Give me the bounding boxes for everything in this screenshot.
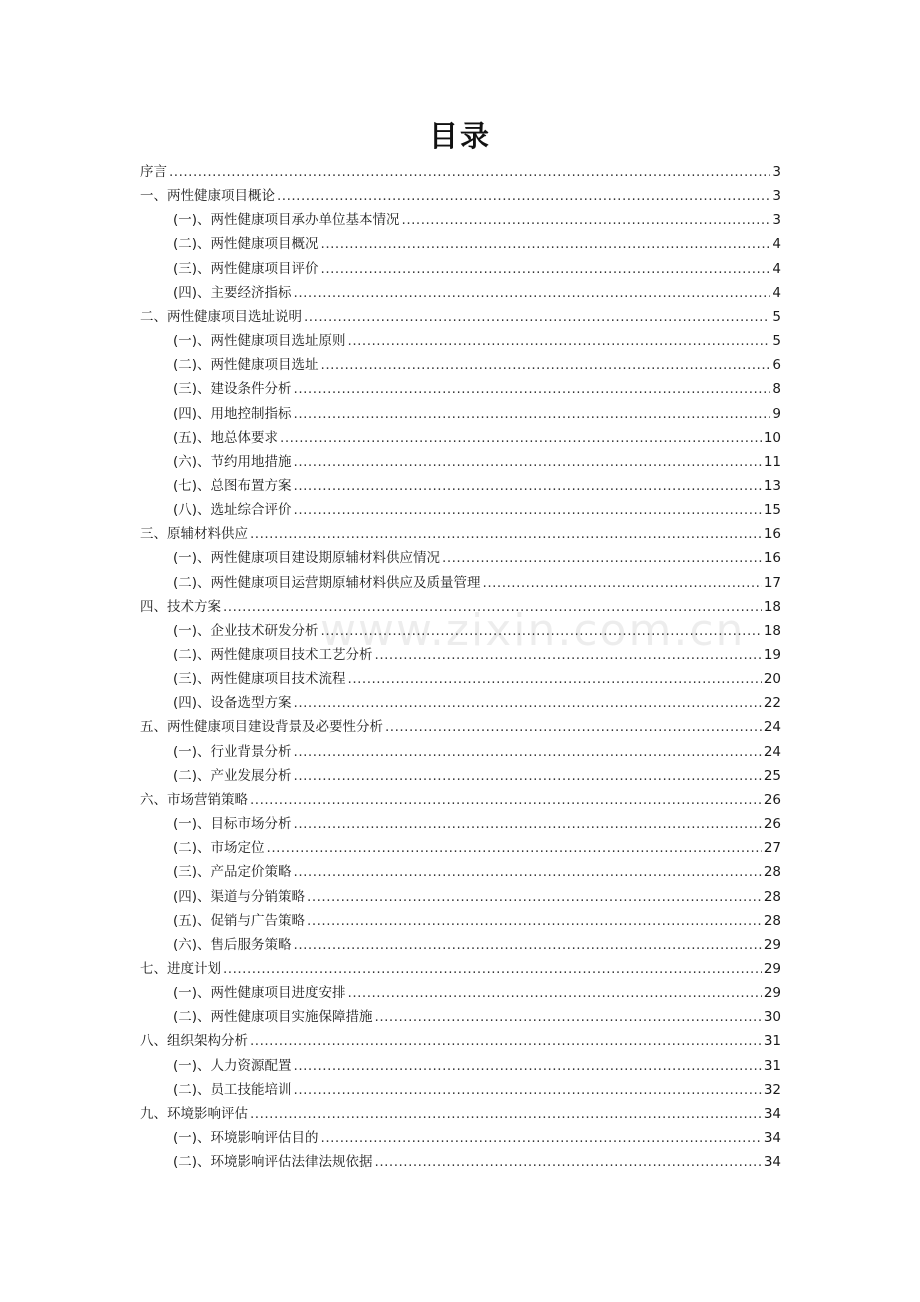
toc-entry-label: (六)、节约用地措施 bbox=[173, 453, 292, 470]
toc-entry-label: (二)、两性健康项目运营期原辅材料供应及质量管理 bbox=[173, 574, 481, 591]
dot-leader bbox=[294, 499, 762, 521]
toc-entry-label: 九、环境影响评估 bbox=[140, 1105, 248, 1122]
toc-entry[interactable] bbox=[173, 644, 781, 666]
dot-leader bbox=[483, 572, 762, 594]
toc-entry-label: 序言 bbox=[140, 164, 167, 180]
toc-entry-label: (八)、选址综合评价 bbox=[173, 502, 292, 519]
toc-entry[interactable] bbox=[173, 378, 781, 400]
toc-entry-page-number: 4 bbox=[772, 284, 781, 301]
dot-leader bbox=[307, 910, 762, 932]
toc-entry-page-number: 30 bbox=[763, 1009, 781, 1026]
toc-entry-label: (一)、目标市场分析 bbox=[173, 816, 292, 833]
toc-entry[interactable] bbox=[140, 596, 781, 618]
toc-entry-label: (一)、两性健康项目选址原则 bbox=[173, 333, 346, 350]
toc-entry[interactable] bbox=[173, 668, 781, 690]
toc-entry[interactable] bbox=[173, 258, 781, 280]
dot-leader bbox=[385, 716, 762, 738]
toc-entry-label: (四)、渠道与分销策略 bbox=[173, 888, 306, 905]
dot-leader bbox=[280, 427, 762, 449]
toc-entry[interactable] bbox=[173, 861, 781, 883]
toc-entry[interactable] bbox=[173, 499, 781, 521]
dot-leader bbox=[375, 1006, 762, 1028]
toc-entry-page-number: 3 bbox=[772, 212, 781, 229]
toc-entry-label: (一)、两性健康项目进度安排 bbox=[173, 985, 346, 1002]
toc-entry-page-number: 18 bbox=[763, 598, 781, 615]
toc-entry-page-number: 34 bbox=[763, 1130, 781, 1146]
dot-leader bbox=[321, 620, 762, 642]
toc-entry-page-number: 29 bbox=[763, 936, 781, 953]
toc-entry-page-number: 13 bbox=[763, 477, 781, 494]
toc-entry-page-number: 19 bbox=[763, 647, 781, 663]
toc-entry[interactable] bbox=[173, 620, 781, 642]
dot-leader bbox=[321, 258, 771, 280]
toc-entry-page-number: 20 bbox=[763, 671, 781, 688]
toc-entry-label: (二)、市场定位 bbox=[173, 840, 265, 857]
toc-entry[interactable] bbox=[173, 886, 781, 908]
toc-entry-label: (一)、人力资源配置 bbox=[173, 1057, 292, 1074]
toc-entry[interactable] bbox=[173, 547, 781, 569]
toc-entry[interactable] bbox=[173, 813, 781, 835]
toc-entry-label: (三)、两性健康项目评价 bbox=[173, 260, 319, 277]
dot-leader bbox=[267, 837, 762, 859]
dot-leader bbox=[294, 765, 762, 787]
toc-entry-label: 二、两性健康项目选址说明 bbox=[140, 308, 302, 325]
toc-entry-page-number: 27 bbox=[763, 840, 781, 857]
dot-leader bbox=[250, 1103, 762, 1125]
toc-entry-page-number: 24 bbox=[763, 743, 781, 760]
toc-entry-label: (三)、建设条件分析 bbox=[173, 381, 292, 398]
toc-entry[interactable] bbox=[140, 185, 781, 207]
dot-leader bbox=[402, 209, 771, 231]
toc-entry-page-number: 4 bbox=[772, 260, 781, 277]
toc-entry-page-number: 24 bbox=[763, 719, 781, 736]
toc-entry-label: (一)、两性健康项目建设期原辅材料供应情况 bbox=[173, 550, 441, 567]
dot-leader bbox=[294, 403, 771, 425]
toc-entry-label: (一)、企业技术研发分析 bbox=[173, 622, 319, 639]
dot-leader bbox=[321, 233, 771, 255]
toc-entry-label: (六)、售后服务策略 bbox=[173, 936, 292, 953]
toc-entry-page-number: 17 bbox=[763, 574, 781, 591]
dot-leader bbox=[294, 741, 762, 763]
toc-entry-label: 三、原辅材料供应 bbox=[140, 526, 248, 543]
toc-entry-label: 四、技术方案 bbox=[140, 598, 221, 615]
dot-leader bbox=[250, 1030, 762, 1052]
toc-entry-label: 八、组织架构分析 bbox=[140, 1033, 248, 1050]
toc-entry-page-number: 26 bbox=[763, 791, 781, 808]
toc-entry-page-number: 31 bbox=[763, 1057, 781, 1074]
toc-entry[interactable] bbox=[173, 1127, 781, 1149]
toc-entry[interactable] bbox=[173, 282, 781, 304]
toc-entry-page-number: 9 bbox=[772, 405, 781, 422]
dot-leader bbox=[294, 861, 762, 883]
toc-entry-page-number: 28 bbox=[763, 888, 781, 905]
toc-entry-page-number: 29 bbox=[763, 960, 781, 977]
toc-entry[interactable] bbox=[173, 475, 781, 497]
toc-entry[interactable] bbox=[173, 1151, 781, 1173]
toc-entry[interactable] bbox=[173, 1006, 781, 1028]
toc-entry-label: (二)、两性健康项目实施保障措施 bbox=[173, 1009, 373, 1026]
toc-entry-label: (四)、用地控制指标 bbox=[173, 405, 292, 422]
toc-entry-page-number: 5 bbox=[772, 308, 781, 325]
dot-leader bbox=[294, 934, 762, 956]
toc-entry-label: 五、两性健康项目建设背景及必要性分析 bbox=[140, 719, 383, 736]
toc-entry[interactable] bbox=[140, 1103, 781, 1125]
dot-leader bbox=[294, 1055, 762, 1077]
toc-entry-label: (二)、员工技能培训 bbox=[173, 1081, 292, 1098]
toc-entry[interactable] bbox=[173, 741, 781, 763]
toc-entry[interactable] bbox=[173, 451, 781, 473]
dot-leader bbox=[348, 668, 762, 690]
toc-entry-page-number: 31 bbox=[763, 1033, 781, 1050]
toc-entry[interactable] bbox=[140, 789, 781, 811]
toc-entry-page-number: 25 bbox=[763, 767, 781, 784]
toc-entry-label: (一)、两性健康项目承办单位基本情况 bbox=[173, 212, 400, 229]
toc-entry-page-number: 34 bbox=[763, 1105, 781, 1122]
dot-leader bbox=[223, 958, 762, 980]
toc-entry-page-number: 4 bbox=[772, 236, 781, 253]
dot-leader bbox=[294, 1079, 762, 1101]
toc-entry-label: (四)、主要经济指标 bbox=[173, 284, 292, 301]
toc-entry-page-number: 26 bbox=[763, 816, 781, 833]
toc-entry-label: (二)、两性健康项目选址 bbox=[173, 357, 319, 374]
dot-leader bbox=[294, 692, 762, 714]
toc-entry[interactable] bbox=[140, 523, 781, 545]
toc-entry[interactable] bbox=[173, 910, 781, 932]
dot-leader bbox=[294, 475, 762, 497]
toc-entry[interactable] bbox=[173, 209, 781, 231]
toc-entry-page-number: 28 bbox=[763, 912, 781, 929]
toc-entry-page-number: 32 bbox=[763, 1081, 781, 1098]
toc-entry-page-number: 16 bbox=[763, 550, 781, 567]
toc-entry[interactable] bbox=[173, 1079, 781, 1101]
toc-entry-page-number: 34 bbox=[763, 1154, 781, 1171]
dot-leader bbox=[304, 306, 770, 328]
toc-entry-label: (一)、行业背景分析 bbox=[173, 743, 292, 760]
toc-entry[interactable] bbox=[140, 958, 781, 980]
toc-entry-label: (四)、设备选型方案 bbox=[173, 695, 292, 712]
toc-entry-label: 六、市场营销策略 bbox=[140, 791, 248, 808]
toc-entry[interactable] bbox=[173, 233, 781, 255]
toc-entry-label: (三)、产品定价策略 bbox=[173, 864, 292, 881]
watermark-text: www.zixin.com.cn bbox=[320, 605, 746, 656]
toc-entry-page-number: 8 bbox=[772, 381, 781, 398]
dot-leader bbox=[294, 282, 771, 304]
dot-leader bbox=[307, 886, 762, 908]
toc-entry[interactable] bbox=[173, 765, 781, 787]
toc-entry[interactable] bbox=[140, 1030, 781, 1052]
toc-entry-label: (二)、两性健康项目技术工艺分析 bbox=[173, 647, 373, 663]
dot-leader bbox=[375, 1151, 762, 1173]
dot-leader bbox=[348, 982, 762, 1004]
toc-entry-page-number: 5 bbox=[772, 333, 781, 350]
dot-leader bbox=[442, 547, 762, 569]
toc-entry[interactable] bbox=[173, 330, 781, 352]
toc-entry[interactable] bbox=[173, 354, 781, 376]
toc-entry[interactable] bbox=[173, 982, 781, 1004]
toc-entry[interactable] bbox=[173, 837, 781, 859]
toc-entry-label: (二)、两性健康项目概况 bbox=[173, 236, 319, 253]
toc-entry[interactable] bbox=[173, 934, 781, 956]
toc-entry-page-number: 3 bbox=[772, 164, 781, 180]
toc-entry[interactable] bbox=[173, 572, 781, 594]
dot-leader bbox=[277, 185, 770, 207]
dot-leader bbox=[294, 813, 762, 835]
toc-entry-label: (二)、环境影响评估法律法规依据 bbox=[173, 1154, 373, 1171]
toc-entry[interactable] bbox=[140, 716, 781, 738]
toc-entry-page-number: 6 bbox=[772, 357, 781, 374]
toc-entry-label: (七)、总图布置方案 bbox=[173, 477, 292, 494]
toc-entry-label: 七、进度计划 bbox=[140, 960, 221, 977]
toc-entry-page-number: 28 bbox=[763, 864, 781, 881]
toc-entry[interactable] bbox=[173, 403, 781, 425]
toc-entry[interactable] bbox=[140, 306, 781, 328]
toc-entry-label: (三)、两性健康项目技术流程 bbox=[173, 671, 346, 688]
toc-entry[interactable] bbox=[173, 1055, 781, 1077]
dot-leader bbox=[294, 378, 771, 400]
toc-entry-page-number: 16 bbox=[763, 526, 781, 543]
toc-entry-label: (一)、环境影响评估目的 bbox=[173, 1130, 319, 1146]
toc-entry-page-number: 3 bbox=[772, 188, 781, 205]
page-title: 目录 bbox=[428, 119, 491, 153]
toc-entry-page-number: 22 bbox=[763, 695, 781, 712]
toc-entry-page-number: 11 bbox=[763, 453, 781, 470]
dot-leader bbox=[169, 161, 770, 183]
toc-entry-page-number: 10 bbox=[763, 429, 781, 446]
toc-entry-label: (五)、促销与广告策略 bbox=[173, 912, 306, 929]
dot-leader bbox=[223, 596, 762, 618]
dot-leader bbox=[250, 789, 762, 811]
dot-leader bbox=[348, 330, 771, 352]
toc-entry[interactable] bbox=[140, 161, 781, 183]
dot-leader bbox=[294, 451, 762, 473]
toc-entry[interactable] bbox=[173, 692, 781, 714]
dot-leader bbox=[250, 523, 762, 545]
toc-entry-label: (二)、产业发展分析 bbox=[173, 767, 292, 784]
toc-entry[interactable] bbox=[173, 427, 781, 449]
dot-leader bbox=[321, 1127, 762, 1149]
toc-entry-page-number: 15 bbox=[763, 502, 781, 519]
dot-leader bbox=[375, 644, 762, 666]
toc-entry-page-number: 18 bbox=[763, 622, 781, 639]
toc-entry-label: 一、两性健康项目概论 bbox=[140, 188, 275, 205]
toc-entry-page-number: 29 bbox=[763, 985, 781, 1002]
toc-entry-label: (五)、地总体要求 bbox=[173, 429, 279, 446]
dot-leader bbox=[321, 354, 771, 376]
